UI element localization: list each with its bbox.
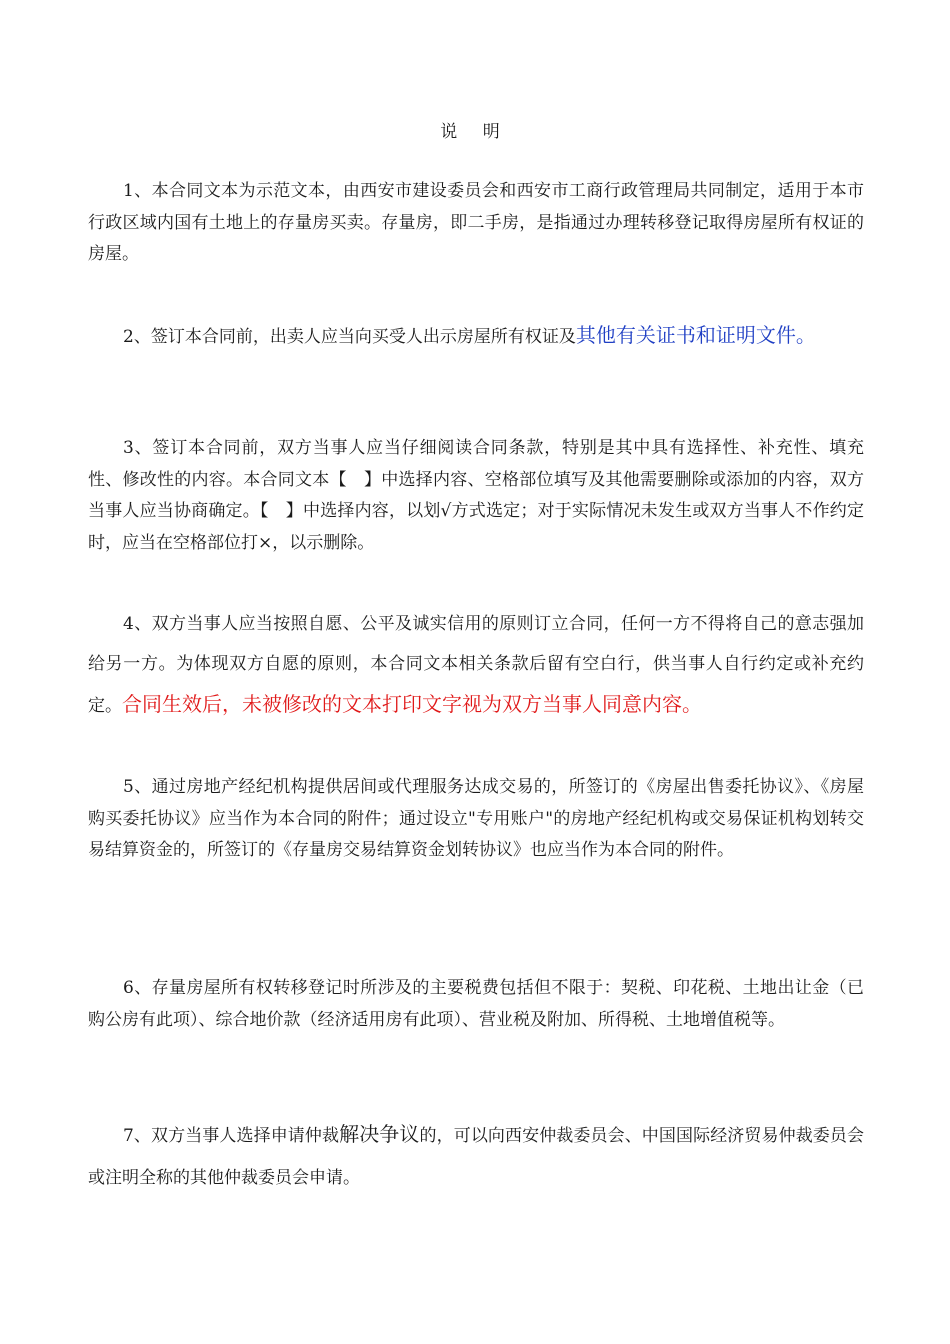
paragraph-6: 6、存量房屋所有权转移登记时所涉及的主要税费包括但不限于：契税、印花税、土地出让金（已购公房有此项）、综合地价款（经济适用房有此项）、营业税及附加、所得税、土地增值税等。 (88, 978, 864, 1030)
paragraph-7-text-end: 的，可以向西安仲裁委员会、中国国际经济贸易仲裁委员会或注明全称的其他仲裁委员会申请。 (88, 1126, 864, 1188)
paragraph-4 (88, 604, 864, 726)
page-title: 说 明 (440, 122, 510, 142)
paragraph-7 (88, 1113, 864, 1199)
paragraph-1: 1、本合同文本为示范文本，由西安市建设委员会和西安市工商行政管理局共同制定，适用于本市行政区域内国有土地上的存量房买卖。存量房，即二手房，是指通过办理转移登记取得房屋所有权证的房屋。 (88, 181, 864, 264)
paragraph-5: 5、通过房地产经纪机构提供居间或代理服务达成交易的，所签订的《房屋出售委托协议》、《房屋购买委托协议》应当作为本合同的附件；通过设立"专用账户"的房地产经纪机构或交易保证机构划转交易结算资金的，所签订的《存量房交易结算资金划转协议》也应当作为本合同的附件。 (88, 777, 864, 860)
paragraph-2-end: 。 (795, 323, 816, 347)
paragraph-2-highlight: 其他有关证书和证明文件 (575, 323, 796, 347)
paragraph-3: 3、签订本合同前，双方当事人应当仔细阅读合同条款，特别是其中具有选择性、补充性、填充性、修改性的内容。本合同文本【 】中选择内容、空格部位填写及其他需要删除或添加的内容，双方当事人应当协商确定。【 】中选择内容，以划√方式选定；对于实际情况未发生或双方当事人不作约定时，应当在空格部位打×，以示删除。 (88, 438, 864, 553)
paragraph-7-text: 7、双方当事人选择申请仲裁 (123, 1126, 340, 1146)
paragraph-7-emphasis: 解决争议 (339, 1122, 420, 1146)
paragraph-4-highlight: 合同生效后，未被修改的文本打印文字视为双方当事人同意内容。 (122, 692, 702, 716)
paragraph-2-text: 2、签订本合同前，出卖人应当向买受人出示房屋所有权证及 (123, 327, 576, 347)
paragraph-2 (88, 314, 864, 358)
paragraph-4-text: 4、双方当事人应当按照自愿、公平及诚实信用的原则订立合同，任何一方不得将自己的意志强加给另一方。为体现双方自愿的原则，本合同文本相关条款后留有空白行，供当事人自行约定或补充约定。 (88, 614, 864, 716)
